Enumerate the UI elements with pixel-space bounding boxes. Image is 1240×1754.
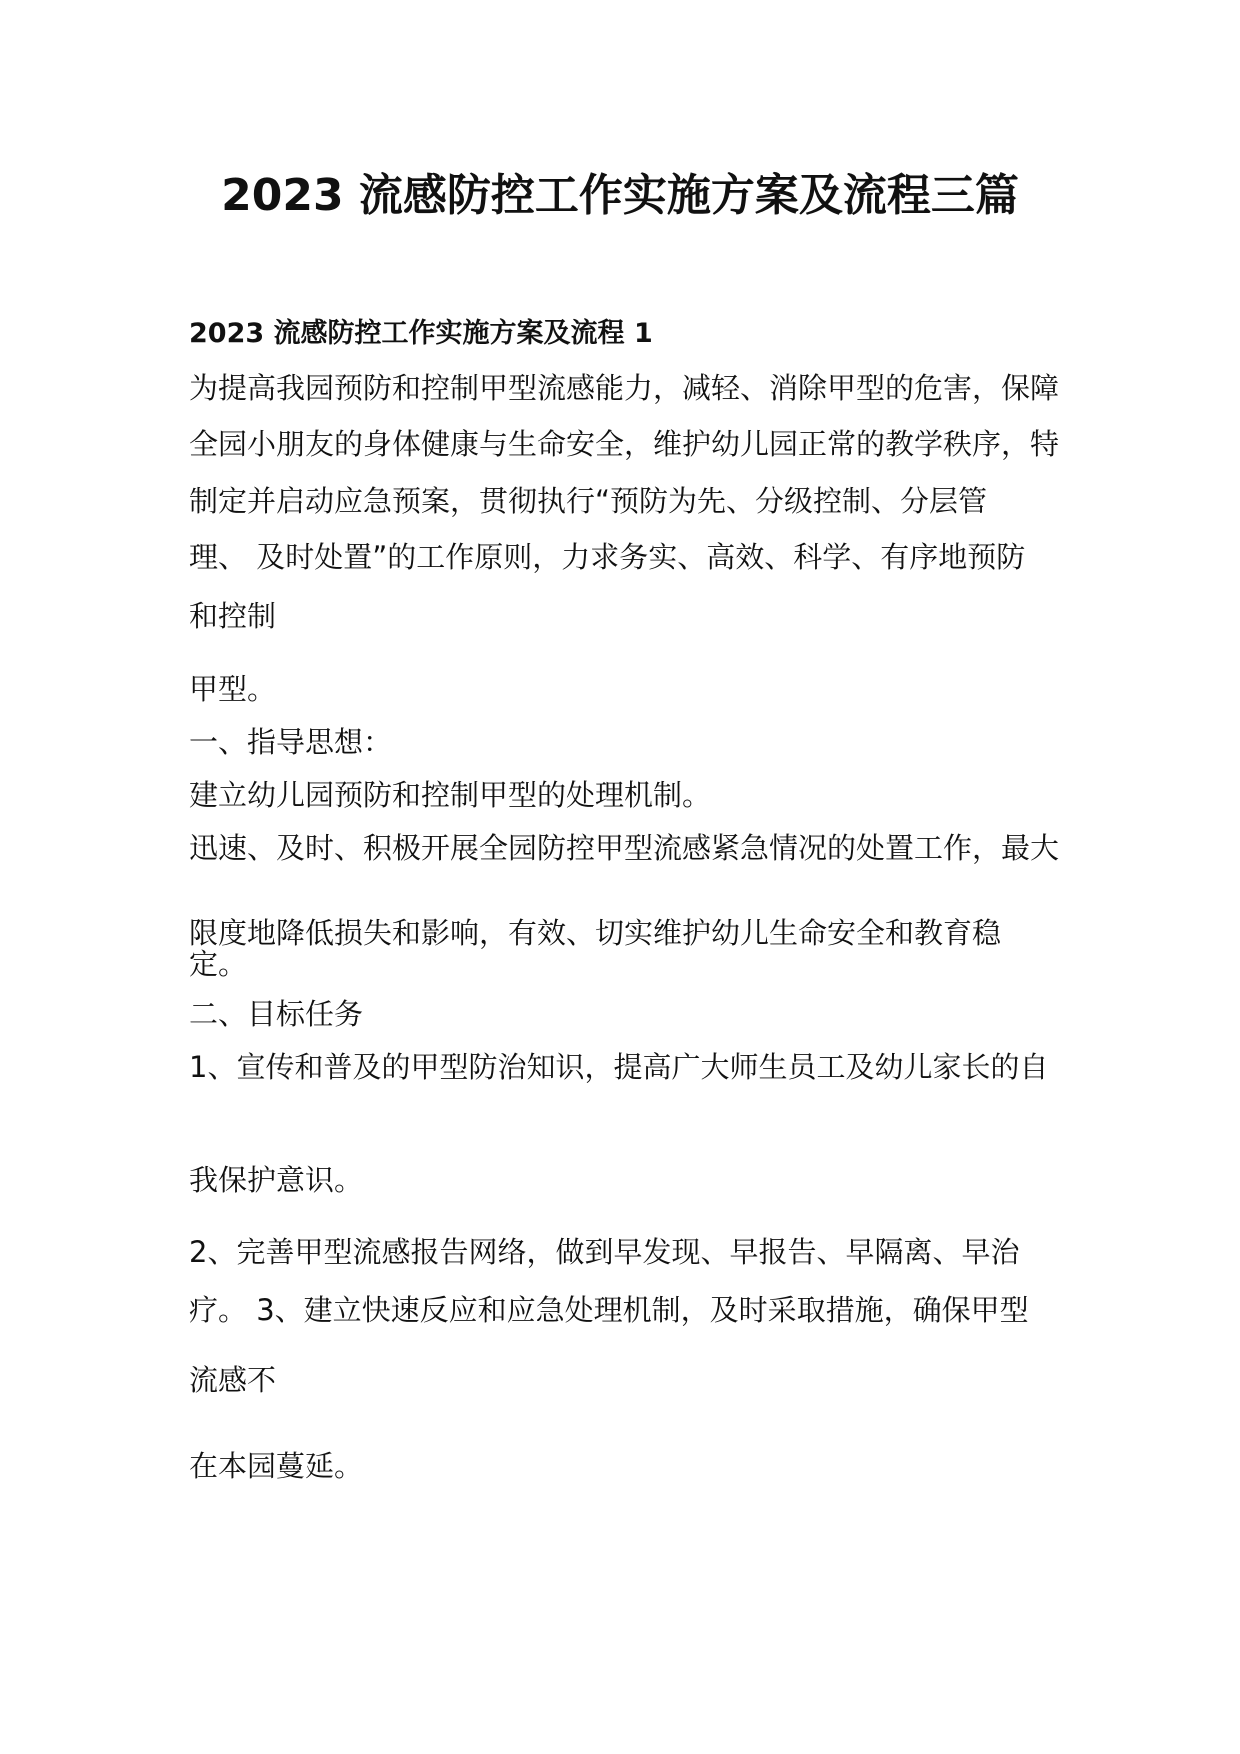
body-line: 和控制 [189, 599, 277, 633]
section-heading: 2023 流感防控工作实施方案及流程 1 [189, 318, 653, 349]
body-line: 我保护意识。 [189, 1163, 364, 1197]
body-line: 1、宣传和普及的甲型防治知识，提高广大师生员工及幼儿家长的自 [189, 1050, 1049, 1084]
body-line: 二、目标任务 [189, 997, 364, 1031]
body-line: 2、完善甲型流感报告网络，做到早发现、早报告、早隔离、早治 [189, 1235, 1020, 1269]
body-line: 全园小朋友的身体健康与生命安全，维护幼儿园正常的教学秩序，特 [189, 427, 1060, 461]
body-line: 限度地降低损失和影响，有效、切实维护幼儿生命安全和教育稳 [189, 916, 1002, 950]
body-line: 建立幼儿园预防和控制甲型的处理机制。 [189, 778, 712, 812]
body-line: 甲型。 [189, 672, 277, 706]
body-line: 疗。 3、建立快速反应和应急处理机制，及时采取措施，确保甲型 [189, 1293, 1029, 1327]
body-line: 流感不 [189, 1363, 277, 1397]
body-line: 一、指导思想： [189, 725, 393, 759]
body-line: 为提高我园预防和控制甲型流感能力，减轻、消除甲型的危害，保障 [189, 371, 1060, 405]
document-title: 2023 流感防控工作实施方案及流程三篇 [221, 170, 1019, 221]
body-line: 制定并启动应急预案，贯彻执行“预防为先、分级控制、分层管 [189, 484, 988, 518]
body-line: 在本园蔓延。 [189, 1449, 364, 1483]
body-line: 迅速、及时、积极开展全园防控甲型流感紧急情况的处置工作，最大 [189, 831, 1060, 865]
body-line: 理、 及时处置”的工作原则，力求务实、高效、科学、有序地预防 [189, 540, 1026, 574]
body-line: 定。 [189, 947, 248, 981]
